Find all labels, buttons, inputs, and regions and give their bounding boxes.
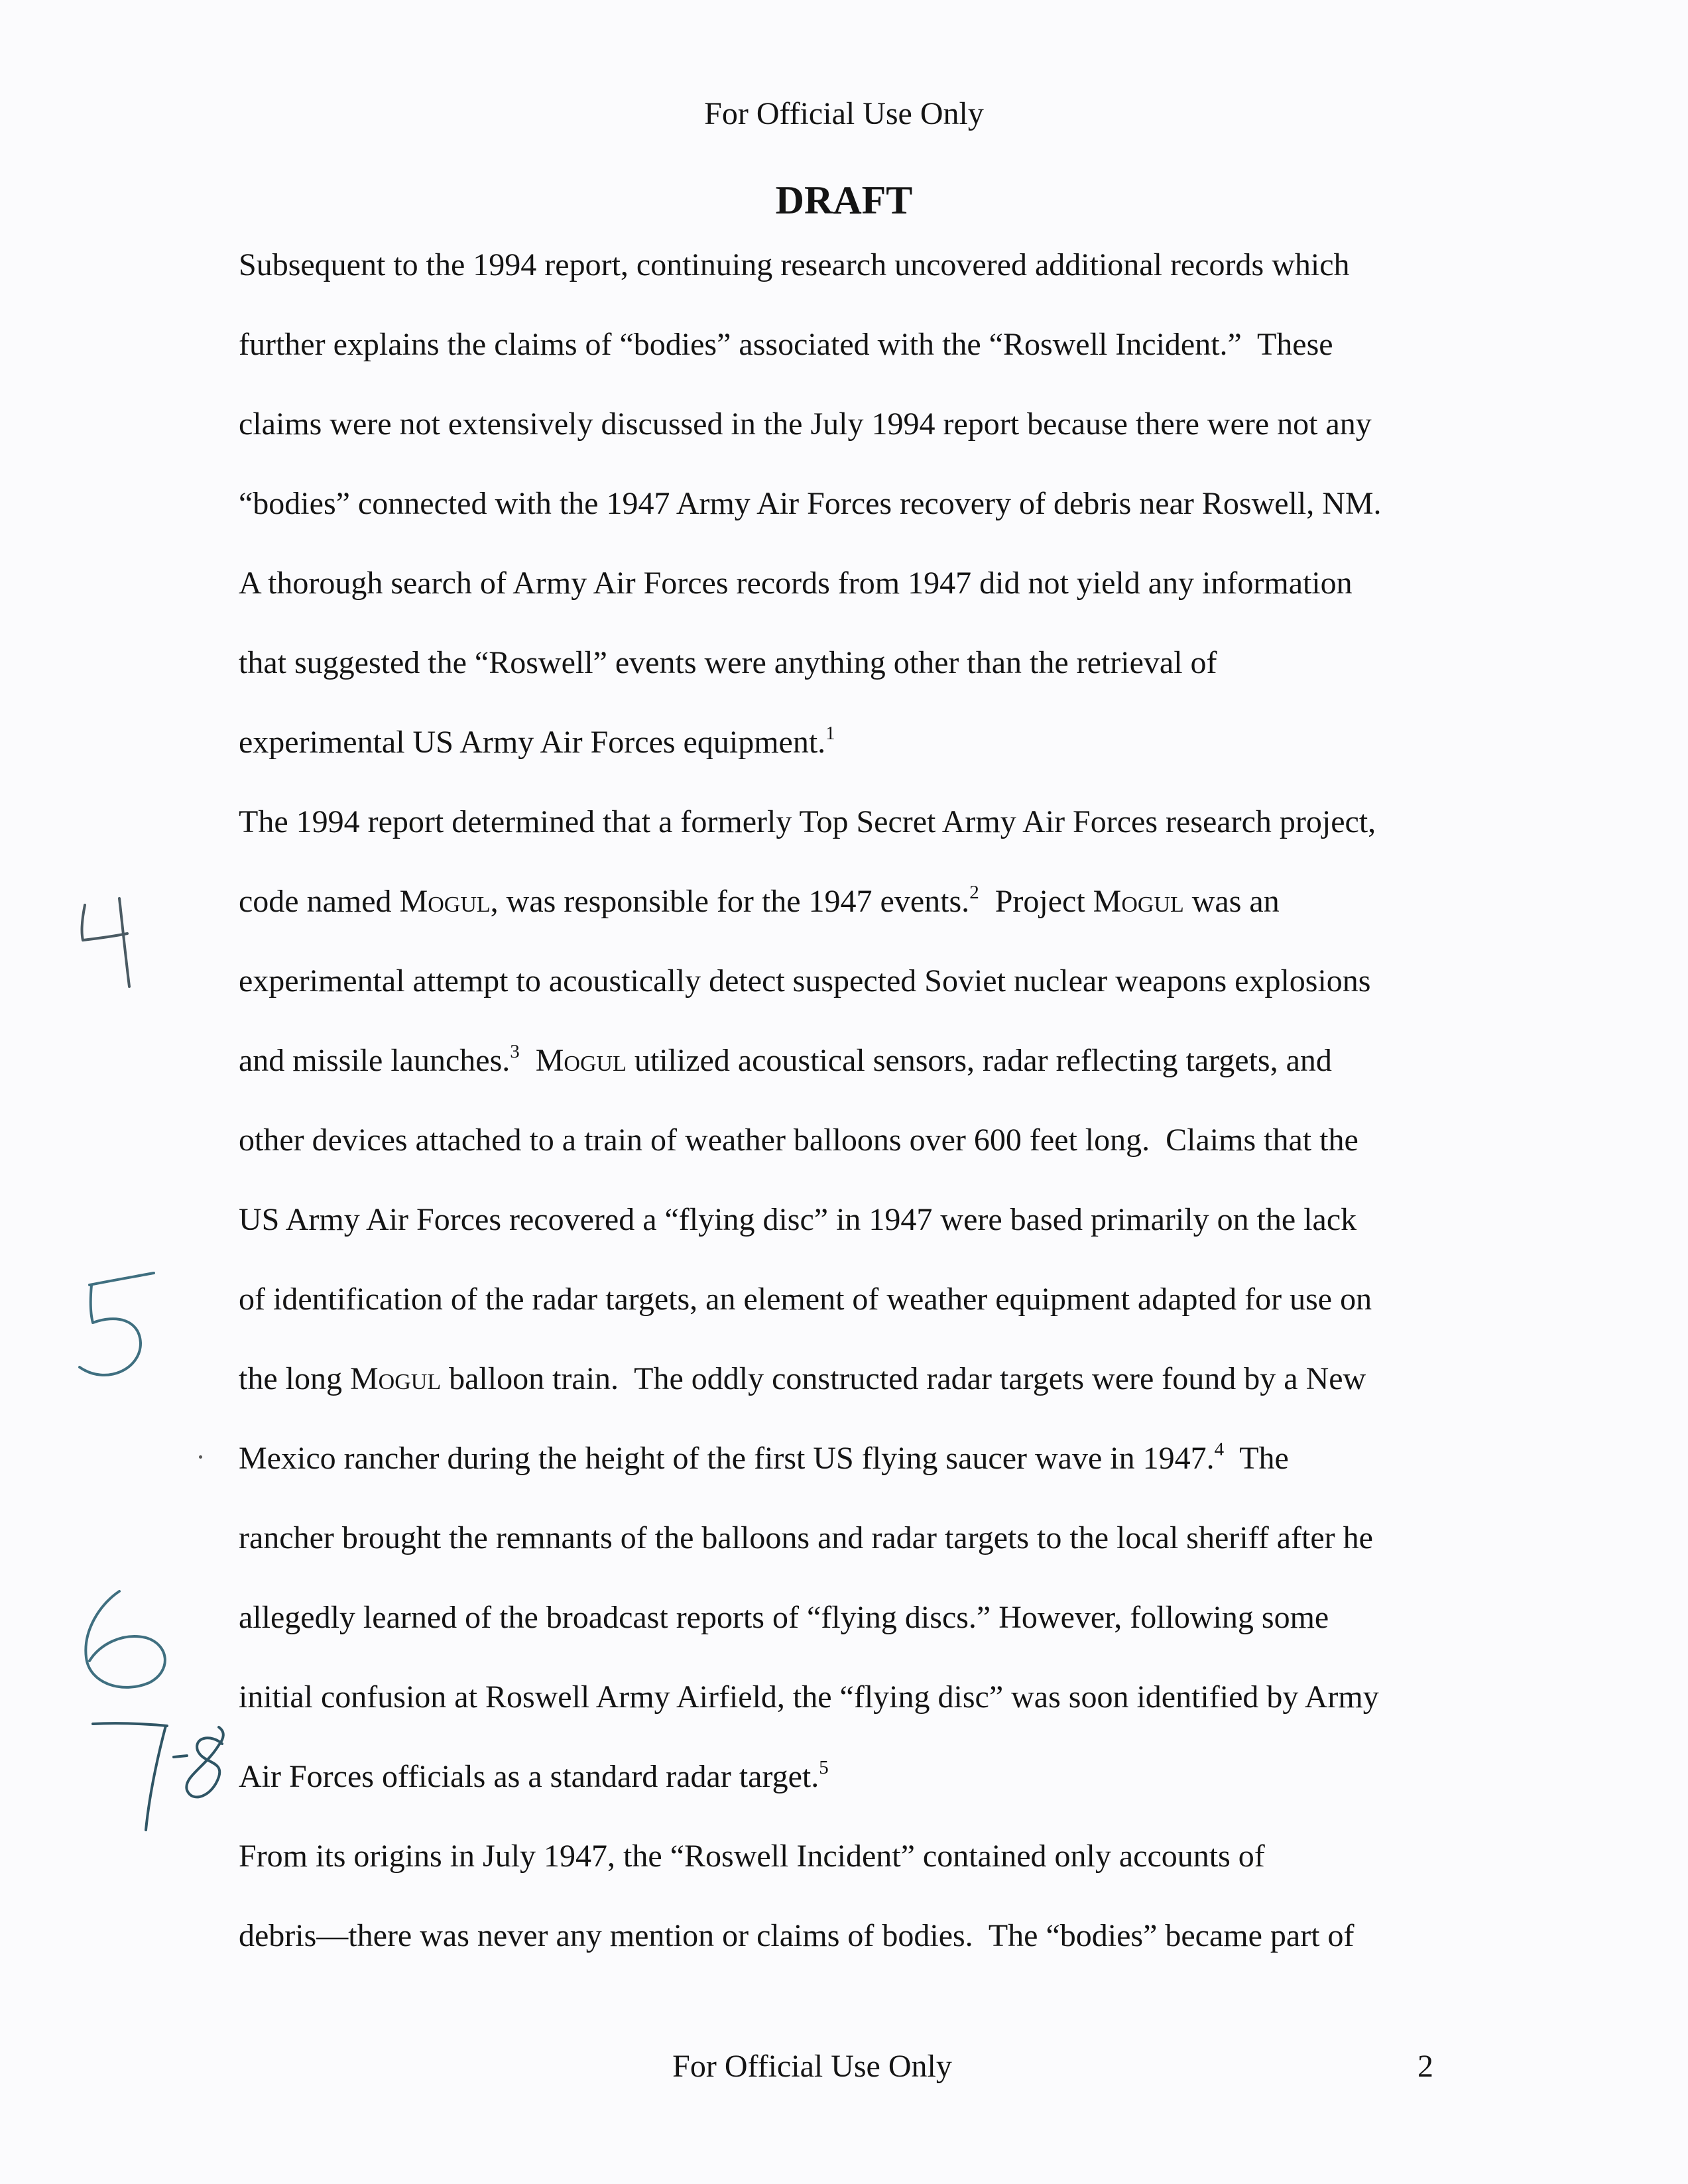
body-text-run: Project — [979, 884, 1093, 919]
header-classification: For Official Use Only — [704, 96, 984, 131]
body-text-run: and missile launches. — [239, 1043, 511, 1078]
body-text-run: was an — [1183, 884, 1280, 919]
body-text-run: A thorough search of Army Air Forces records from 1947 did not yield any information — [239, 566, 1353, 601]
annotation-7-8 — [93, 1723, 223, 1830]
footnote-marker: 5 — [819, 1757, 829, 1778]
project-name: Mogul — [349, 1361, 442, 1396]
body-text-run: experimental attempt to acoustically detect suspected Soviet nuclear weapons explosions — [239, 963, 1371, 999]
annotation-6 — [86, 1591, 165, 1687]
project-name: Mogul — [1093, 884, 1184, 919]
body-text-run: US Army Air Forces recovered a “flying disc” in 1947 were based primarily on the lack — [239, 1202, 1357, 1237]
body-text-run: of identification of the radar targets, an element of weather equipment adapted for use on — [239, 1282, 1372, 1317]
page-number: 2 — [1417, 2049, 1433, 2084]
footnote-marker: 2 — [969, 882, 979, 903]
body-text-run: code named — [239, 884, 400, 919]
scan-speck — [199, 1455, 202, 1459]
body-text-run: From its origins in July 1947, the “Roswell Incident” contained only accounts of — [239, 1839, 1265, 1874]
body-text-run: allegedly learned of the broadcast reports of “flying discs.” However, following some — [239, 1600, 1329, 1635]
footnote-marker: 4 — [1214, 1439, 1225, 1460]
body-text-run: debris—there was never any mention or claims of bodies. The “bodies” became part of — [239, 1918, 1355, 1953]
body-text-run: experimental US Army Air Forces equipment. — [239, 725, 826, 760]
footnote-marker: 1 — [825, 723, 835, 744]
body-text-run: claims were not extensively discussed in the July 1994 report because there were not any — [239, 406, 1372, 442]
project-name: Mogul — [535, 1043, 627, 1078]
footer-classification: For Official Use Only — [672, 2049, 952, 2084]
body-text-run: rancher brought the remnants of the balloons and radar targets to the local sheriff after he — [239, 1520, 1373, 1555]
annotation-4 — [82, 898, 129, 987]
footnote-marker: 3 — [510, 1041, 520, 1062]
body-text-run: utilized acoustical sensors, radar reflecting targets, and — [626, 1043, 1332, 1078]
body-text-run: initial confusion at Roswell Army Airfield, the “flying disc” was soon identified by Army — [239, 1679, 1379, 1715]
body-text-run: The — [1224, 1441, 1289, 1476]
body-text-run: that suggested the “Roswell” events were anything other than the retrieval of — [239, 645, 1217, 680]
body-text-run: “bodies” connected with the 1947 Army Air Forces recovery of debris near Roswell, NM. — [239, 486, 1382, 521]
body-text-run: the long — [239, 1361, 350, 1396]
body-text-run: Mexico rancher during the height of the first US flying saucer wave in 1947. — [239, 1441, 1215, 1476]
annotation-5 — [80, 1273, 154, 1375]
body-text-run: Subsequent to the 1994 report, continuing research uncovered additional records which — [239, 247, 1350, 282]
body-text-run: balloon train. The oddly constructed radar targets were found by a New — [441, 1361, 1366, 1396]
body-text-run: Air Forces officials as a standard radar target. — [239, 1759, 819, 1794]
body-text-run: further explains the claims of “bodies” associated with the “Roswell Incident.” These — [239, 327, 1333, 362]
body-text-run: , was responsible for the 1947 events. — [490, 884, 970, 919]
project-name: Mogul — [399, 884, 491, 919]
body-text-run: The 1994 report determined that a formerly Top Secret Army Air Forces research project, — [239, 804, 1376, 839]
draft-title: DRAFT — [775, 178, 913, 222]
body-text-run: other devices attached to a train of weather balloons over 600 feet long. Claims that the — [239, 1122, 1358, 1158]
